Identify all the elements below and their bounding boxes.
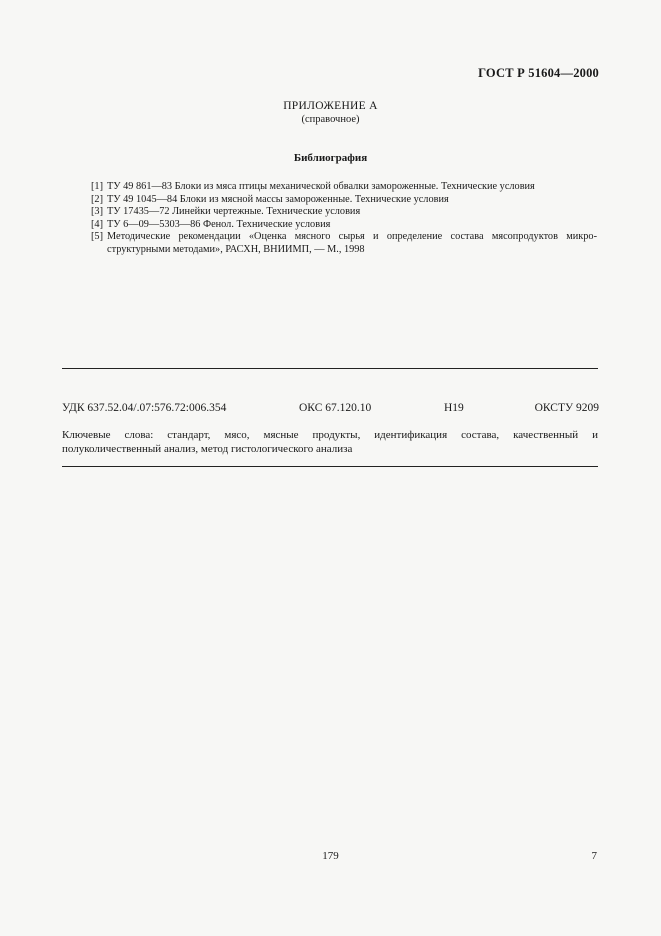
- udk-code: УДК 637.52.04/.07:576.72:006.354: [62, 402, 227, 414]
- bibliography-item: [91, 231, 597, 256]
- bibliography-item-text: Методические рекомендации «Оценка мясного сырья и определение состава мясопродуктов микро-структурными методами», РАСХН, ВНИИМП, — М., 1998: [107, 231, 597, 255]
- bibliography-item-number: [3]: [91, 206, 104, 218]
- bibliography-item-text: ТУ 6—09—5303—86 Фенол. Технические условия: [107, 218, 331, 230]
- bibliography-heading: Библиография: [293, 152, 368, 164]
- bibliography-list: [91, 181, 597, 257]
- oks-code: ОКС 67.120.10: [299, 402, 372, 414]
- divider-bottom: [62, 466, 598, 467]
- bibliography-item-number: [5]: [91, 231, 104, 243]
- page-number-right: 7: [591, 850, 597, 862]
- bibliography-item-number: [4]: [91, 218, 104, 230]
- bibliography-item-text: ТУ 49 1045—84 Блоки из мясной массы замороженные. Технические условия: [107, 193, 449, 205]
- keywords-paragraph: Ключевые слова: стандарт, мясо, мясные продукты, идентификация состава, качественный и полуколичественный анализ, метод гистологического анализа: [62, 429, 598, 455]
- divider-top: [62, 368, 598, 369]
- bibliography-item: [91, 219, 597, 232]
- bibliography-item: [91, 206, 597, 219]
- bibliography-item-number: [2]: [91, 193, 104, 205]
- okstu-code: ОКСТУ 9209: [534, 402, 599, 414]
- bibliography-item-number: [1]: [91, 181, 104, 192]
- page-number-center: 179: [322, 850, 339, 862]
- bibliography-item-text: ТУ 17435—72 Линейки чертежные. Технические условия: [107, 206, 361, 218]
- bibliography-item-text: ТУ 49 861—83 Блоки из мяса птицы механической обвалки замороженные. Технические условия: [107, 181, 535, 192]
- gost-code: ГОСТ Р 51604—2000: [478, 66, 599, 80]
- appendix-subtitle: (справочное): [301, 114, 360, 125]
- bibliography-item: [91, 181, 597, 194]
- appendix-title: ПРИЛОЖЕНИЕ А: [283, 100, 378, 112]
- bibliography-item: [91, 194, 597, 207]
- h-code: Н19: [444, 402, 464, 414]
